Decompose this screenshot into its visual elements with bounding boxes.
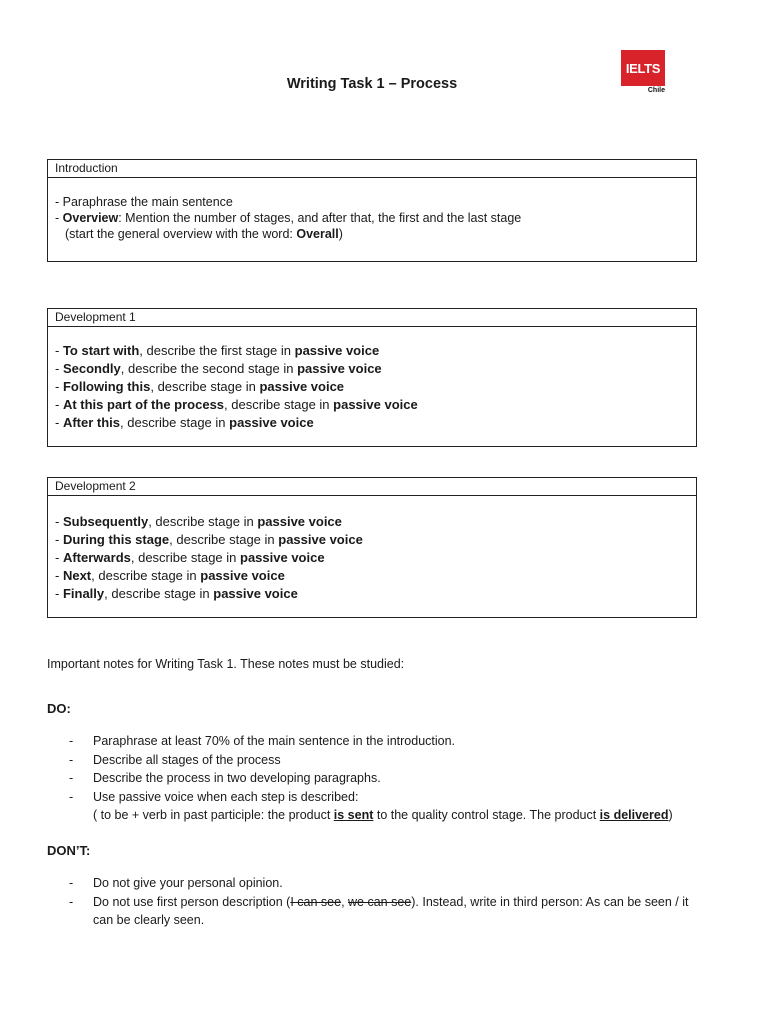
do-example-text-2: to the quality control stage. The product <box>373 808 600 822</box>
dev2-item <box>55 513 689 531</box>
dev1-connector: To start with <box>62 343 140 358</box>
dev1-passive-voice: passive voice <box>294 343 380 358</box>
dev1-connector: Secondly <box>62 361 121 376</box>
do-example <box>69 806 729 825</box>
notes-intro: Important notes for Writing Task 1. These notes must be studied: <box>47 657 405 671</box>
intro-overall-close: ) <box>338 227 343 241</box>
dev1-text: , describe stage in <box>120 415 230 430</box>
dev2-passive-voice: passive voice <box>200 568 285 583</box>
dev2-dash: - <box>55 532 63 547</box>
page-title: Writing Task 1 – Process <box>286 76 458 92</box>
dev1-dash: - <box>55 343 63 358</box>
do-example-is-sent: is sent <box>333 808 374 822</box>
logo-brand: IELTS <box>621 50 665 86</box>
dev1-dash: - <box>55 379 63 394</box>
intro-line-overview <box>55 210 689 226</box>
dont-item-text: Do not give your personal opinion. <box>93 876 283 890</box>
dev1-text: , describe the second stage in <box>120 361 298 376</box>
dev1-dash: - <box>55 397 63 412</box>
development-2-heading: Development 2 <box>48 478 696 496</box>
dev2-dash: - <box>55 586 63 601</box>
intro-line-overall <box>55 226 689 242</box>
dev1-text: , describe the first stage in <box>139 343 295 358</box>
dev1-item <box>55 378 689 396</box>
do-item <box>69 751 729 770</box>
intro-dash: - <box>55 211 63 225</box>
intro-line-paraphrase: - Paraphrase the main sentence <box>55 195 233 209</box>
do-item <box>69 732 729 751</box>
dev2-item <box>55 585 689 603</box>
dev2-connector: Next <box>62 568 92 583</box>
dev2-item <box>55 567 689 585</box>
development-1-heading: Development 1 <box>48 309 696 327</box>
bullet-dash: - <box>69 752 74 767</box>
introduction-heading: Introduction <box>48 160 696 178</box>
dev1-passive-voice: passive voice <box>297 361 382 376</box>
bullet-dash: - <box>69 789 74 804</box>
dev1-item <box>55 360 689 378</box>
dev2-item <box>55 549 689 567</box>
dev1-passive-voice: passive voice <box>333 397 418 412</box>
bullet-dash: - <box>69 894 74 909</box>
dev2-text: , describe stage in <box>91 568 201 583</box>
do-item-text: Describe the process in two developing paragraphs. <box>93 771 381 785</box>
dev2-dash: - <box>55 514 63 529</box>
intro-overview-label: Overview <box>62 211 119 225</box>
dev2-connector: During this stage <box>62 532 170 547</box>
dont-item <box>69 874 729 893</box>
dev2-text: , describe stage in <box>104 586 214 601</box>
dont-item2-text: Do not use first person description ( <box>93 894 291 909</box>
dont-item2-sep: , <box>341 894 349 909</box>
dev2-text: , describe stage in <box>130 550 240 565</box>
do-heading: DO: <box>47 701 71 716</box>
introduction-box <box>47 159 697 262</box>
dev1-dash: - <box>55 415 63 430</box>
dev2-connector: Afterwards <box>62 550 131 565</box>
intro-overall-word: Overall <box>296 227 339 241</box>
intro-overall-text: (start the general overview with the word: <box>65 227 297 241</box>
strike-i-can-see: I can see <box>290 894 342 909</box>
dev2-text: , describe stage in <box>148 514 258 529</box>
do-item-text: Describe all stages of the process <box>93 752 281 767</box>
do-example-text: ( to be + verb in past participle: the product <box>93 808 334 822</box>
do-item-text: Paraphrase at least 70% of the main sentence in the introduction. <box>93 734 456 748</box>
development-1-box <box>47 308 697 447</box>
dont-item2-text-2: ). Instead, write in third person: As can be seen / it <box>411 894 689 909</box>
logo-subtitle: Chile <box>647 87 665 94</box>
dev1-dash: - <box>55 361 63 376</box>
dev2-connector: Subsequently <box>62 514 149 529</box>
ielts-logo <box>621 50 665 94</box>
dev1-connector: Following this <box>62 379 151 394</box>
dev1-connector: After this <box>62 415 121 430</box>
dev1-item <box>55 396 689 414</box>
do-item-text: Use passive voice when each step is described: <box>93 789 359 804</box>
dev2-passive-voice: passive voice <box>278 532 363 547</box>
dev2-connector: Finally <box>62 586 105 601</box>
bullet-dash: - <box>69 876 74 890</box>
do-example-is-delivered: is delivered <box>599 808 669 822</box>
strike-we-can-see: we can see <box>348 894 412 909</box>
do-example-close: ) <box>668 808 673 822</box>
dev1-text: , describe stage in <box>224 397 334 412</box>
dev1-text: , describe stage in <box>150 379 260 394</box>
do-item <box>69 769 729 788</box>
dev1-item <box>55 342 689 360</box>
do-item <box>69 788 729 807</box>
dev2-dash: - <box>55 568 63 583</box>
dont-item2-text-3: can be clearly seen. <box>93 913 205 927</box>
dev2-item <box>55 531 689 549</box>
dev2-dash: - <box>55 550 63 565</box>
do-list <box>69 732 729 825</box>
dev1-item <box>55 414 689 432</box>
dev1-connector: At this part of the process <box>62 397 225 412</box>
bullet-dash: - <box>69 771 74 785</box>
dev2-text: , describe stage in <box>169 532 279 547</box>
intro-overview-text: : Mention the number of stages, and after that, the first and the last stage <box>118 211 522 225</box>
dev2-passive-voice: passive voice <box>257 514 342 529</box>
dont-list <box>69 874 729 930</box>
dev2-passive-voice: passive voice <box>213 586 298 601</box>
dont-heading: DON’T: <box>47 843 91 858</box>
dev2-passive-voice: passive voice <box>240 550 325 565</box>
dont-item <box>69 893 729 930</box>
development-2-box <box>47 477 697 618</box>
dev1-passive-voice: passive voice <box>229 415 314 430</box>
bullet-dash: - <box>69 734 74 748</box>
dev1-passive-voice: passive voice <box>259 379 345 394</box>
